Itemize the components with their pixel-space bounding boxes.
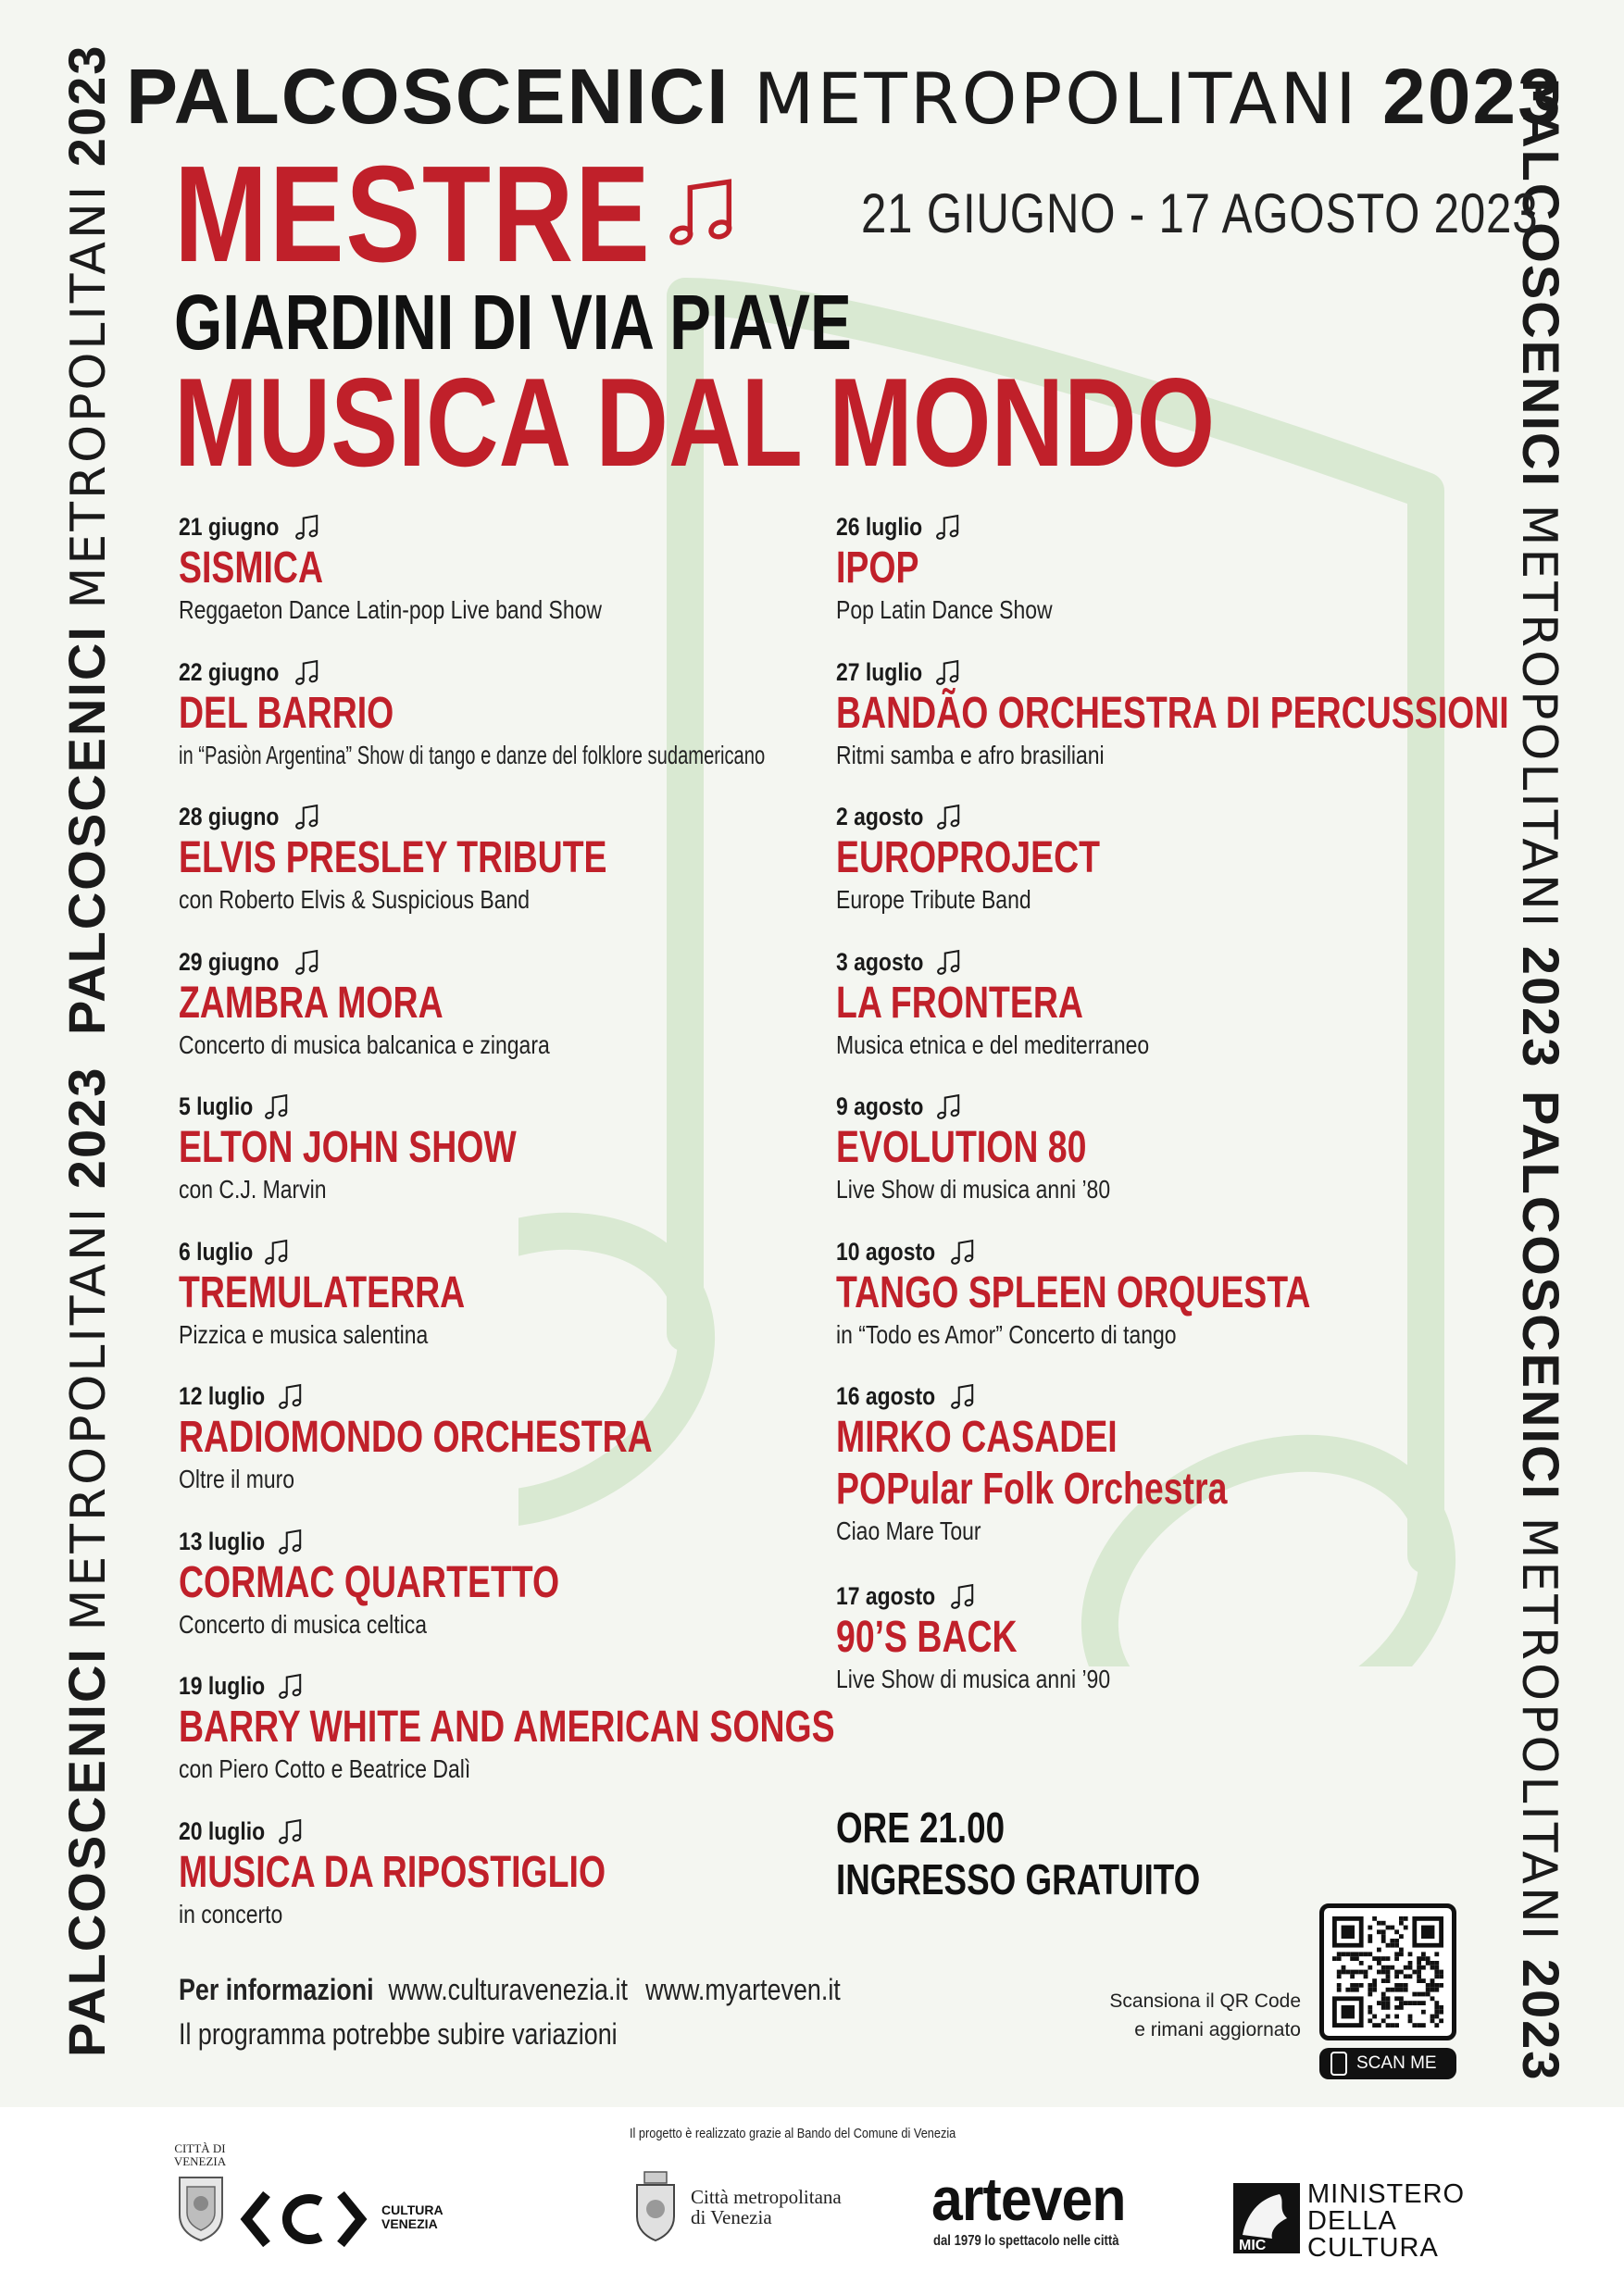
city-title: MESTRE — [174, 138, 652, 291]
event-title: RADIOMONDO ORCHESTRA — [179, 1413, 653, 1462]
event-date: 27 luglio — [836, 657, 923, 686]
mic-logo — [1231, 2181, 1302, 2255]
show-time: ORE 21.00 — [836, 1803, 1006, 1852]
event-title: DEL BARRIO — [179, 688, 394, 738]
event-date: 10 agosto — [836, 1237, 936, 1266]
event-subtitle: Musica etnica e del mediterraneo — [836, 1029, 1150, 1059]
music-note-icon — [275, 1816, 306, 1847]
phone-icon — [1330, 2052, 1347, 2076]
event-title: MUSICA DA RIPOSTIGLIO — [179, 1847, 606, 1897]
event-date: 6 luglio — [179, 1237, 254, 1266]
side-text-right-1: PALCOSCENICI METROPOLITANI 2023 — [1511, 78, 1570, 1069]
event-title: MIRKO CASADEI — [836, 1413, 1118, 1462]
scan-me-badge[interactable]: SCAN ME — [1319, 2048, 1456, 2079]
event-date: 21 giugno — [179, 513, 280, 541]
event-date: 9 agosto — [836, 1092, 924, 1120]
event-date: 29 giugno — [179, 947, 280, 976]
arteven-tagline: dal 1979 lo spettacolo nelle città — [933, 2233, 1119, 2249]
event-subtitle: in concerto — [179, 1899, 283, 1928]
event-date: 2 agosto — [836, 803, 924, 830]
side-text-left-1: PALCOSCENICI METROPOLITANI 2023 — [57, 44, 117, 1035]
festival-dates: 21 GIUGNO - 17 AGOSTO 2023 — [861, 182, 1539, 244]
event-item — [179, 946, 845, 1092]
music-note-icon — [947, 1580, 979, 1612]
qr-code-icon — [1332, 1916, 1443, 2028]
music-note-icon — [947, 1236, 979, 1267]
arteven-logo: arteven — [931, 2165, 1126, 2233]
event-subtitle: in “Pasiòn Argentina” Show di tango e danze del folklore sudamericano — [179, 740, 766, 769]
event-title: CORMAC QUARTETTO — [179, 1557, 560, 1607]
event-title: LA FRONTERA — [836, 978, 1083, 1028]
event-date: 5 luglio — [179, 1092, 254, 1120]
event-subtitle: in “Todo es Amor” Concerto di tango — [836, 1319, 1177, 1349]
event-title: SISMICA — [179, 543, 324, 593]
event-item — [836, 1091, 1503, 1236]
event-subtitle: Pizzica e musica salentina — [179, 1319, 429, 1349]
event-item — [179, 1236, 845, 1381]
event-title: ELTON JOHN SHOW — [179, 1123, 517, 1172]
top-title — [126, 53, 1563, 140]
music-note-icon — [933, 1091, 965, 1122]
event-item — [179, 1091, 845, 1236]
citta-di-venezia-text: CITTÀ DI VENEZIA — [173, 2141, 227, 2168]
event-date: 16 agosto — [836, 1382, 936, 1410]
footer-credit: Il progetto è realizzato grazie al Bando del Comune di Venezia — [630, 2126, 956, 2141]
music-note-icon — [292, 801, 323, 832]
venue-title: GIARDINI DI VIA PIAVE — [174, 279, 852, 366]
festival-title: MUSICA DAL MONDO — [174, 352, 1216, 493]
events-left-column — [179, 511, 845, 1960]
svg-text:MIC: MIC — [1239, 2238, 1267, 2253]
music-note-icon — [292, 946, 323, 978]
footer-logos — [0, 2107, 1624, 2296]
side-text-right-2: PALCOSCENICI METROPOLITANI 2023 — [1511, 1091, 1570, 2082]
event-item — [836, 1580, 1503, 1726]
brand-year: 2023 — [1382, 53, 1563, 140]
events-right-column — [836, 511, 1509, 1726]
event-subtitle: Live Show di musica anni ’90 — [836, 1665, 1111, 1693]
event-title: BARRY WHITE AND AMERICAN SONGS — [179, 1703, 835, 1752]
event-subtitle: Europe Tribute Band — [836, 885, 1031, 914]
event-date: 20 luglio — [179, 1816, 266, 1845]
event-item — [836, 511, 1503, 656]
free-entry: INGRESSO GRATUITO — [836, 1855, 1201, 1903]
cultura-venezia-logo — [239, 2189, 369, 2250]
event-date: 19 luglio — [179, 1672, 266, 1700]
cultura-venezia-text: CULTURA VENEZIA — [381, 2202, 443, 2231]
event-subtitle: con C.J. Marvin — [179, 1175, 327, 1204]
event-subtitle: con Roberto Elvis & Suspicious Band — [179, 885, 531, 914]
ministero-cultura-text: MINISTERO DELLA CULTURA — [1307, 2179, 1466, 2263]
event-item — [179, 1670, 845, 1816]
info-link-myarteven[interactable]: www.myarteven.it — [645, 1973, 841, 2006]
event-title: TANGO SPLEEN ORQUESTA — [836, 1267, 1311, 1317]
event-date: 3 agosto — [836, 947, 924, 976]
citta-metropolitana-text: Città metropolitana di Venezia — [691, 2186, 842, 2228]
info-link-culturavenezia[interactable]: www.culturavenezia.it — [388, 1973, 628, 2006]
event-subtitle: Reggaeton Dance Latin-pop Live band Show — [179, 595, 602, 624]
music-note-icon — [261, 1091, 293, 1122]
event-item — [179, 1380, 845, 1526]
event-title: BANDÃO ORCHESTRA DI PERCUSSIONI — [836, 688, 1509, 738]
event-date: 13 luglio — [179, 1527, 266, 1555]
music-note-icon — [932, 511, 964, 543]
event-subtitle: Concerto di musica celtica — [179, 1609, 427, 1639]
event-title: IPOP — [836, 543, 919, 593]
event-title: ZAMBRA MORA — [179, 978, 443, 1028]
event-subtitle: Oltre il muro — [179, 1465, 295, 1493]
music-note-icon — [275, 1526, 306, 1557]
music-note-icon — [933, 946, 965, 978]
event-item — [836, 656, 1509, 802]
event-date: 17 agosto — [836, 1582, 936, 1610]
info-block — [179, 1967, 852, 2056]
info-disclaimer: Il programma potrebbe subire variazioni — [179, 2017, 618, 2051]
event-date: 28 giugno — [179, 803, 280, 830]
venezia-crest-logo — [174, 2174, 228, 2242]
music-note-icon — [261, 1236, 293, 1267]
qr-hint: Scansiona il QR Code e rimani aggiornato — [1109, 1990, 1301, 2040]
event-title: EUROPROJECT — [836, 833, 1101, 882]
qr-code[interactable] — [1319, 1903, 1456, 2040]
event-subtitle: Concerto di musica balcanica e zingara — [179, 1029, 550, 1059]
event-item — [179, 656, 845, 802]
event-item — [836, 946, 1503, 1092]
info-label: Per informazioni — [179, 1973, 374, 2006]
event-item — [179, 1526, 845, 1671]
event-item — [179, 801, 845, 946]
event-subtitle: Ritmi samba e afro brasiliani — [836, 740, 1105, 769]
music-note-icon — [275, 1670, 306, 1702]
event-title: TREMULATERRA — [179, 1267, 466, 1317]
event-title: 90’S BACK — [836, 1613, 1018, 1662]
brand-bold: PALCOSCENICI — [126, 53, 731, 140]
event-item — [836, 801, 1503, 946]
event-item — [179, 511, 845, 656]
music-note-icon — [292, 656, 323, 688]
event-item — [179, 1816, 845, 1961]
music-note-icon — [947, 1380, 979, 1412]
citta-metropolitana-crest-logo — [630, 2170, 681, 2244]
side-text-left-2: PALCOSCENICI METROPOLITANI 2023 — [57, 1066, 117, 2057]
music-note-icon — [665, 174, 743, 252]
schedule-info — [836, 1802, 1200, 1905]
music-note-icon — [932, 656, 964, 688]
event-date: 12 luglio — [179, 1382, 266, 1410]
music-note-icon — [275, 1380, 306, 1412]
event-subtitle: con Piero Cotto e Beatrice Dalì — [179, 1754, 471, 1783]
event-title: EVOLUTION 80 — [836, 1123, 1087, 1172]
event-item — [836, 1380, 1503, 1580]
event-subtitle: Live Show di musica anni ’80 — [836, 1175, 1111, 1204]
event-title-line2: POPular Folk Orchestra — [836, 1465, 1228, 1514]
event-item — [836, 1236, 1503, 1381]
event-date: 22 giugno — [179, 657, 280, 686]
brand-light: METROPOLITANI — [753, 57, 1359, 140]
event-subtitle: Ciao Mare Tour — [836, 1516, 981, 1545]
event-title: ELVIS PRESLEY TRIBUTE — [179, 833, 607, 882]
music-note-icon — [933, 801, 965, 832]
music-note-icon — [292, 511, 323, 543]
event-date: 26 luglio — [836, 513, 923, 541]
event-subtitle: Pop Latin Dance Show — [836, 595, 1053, 624]
